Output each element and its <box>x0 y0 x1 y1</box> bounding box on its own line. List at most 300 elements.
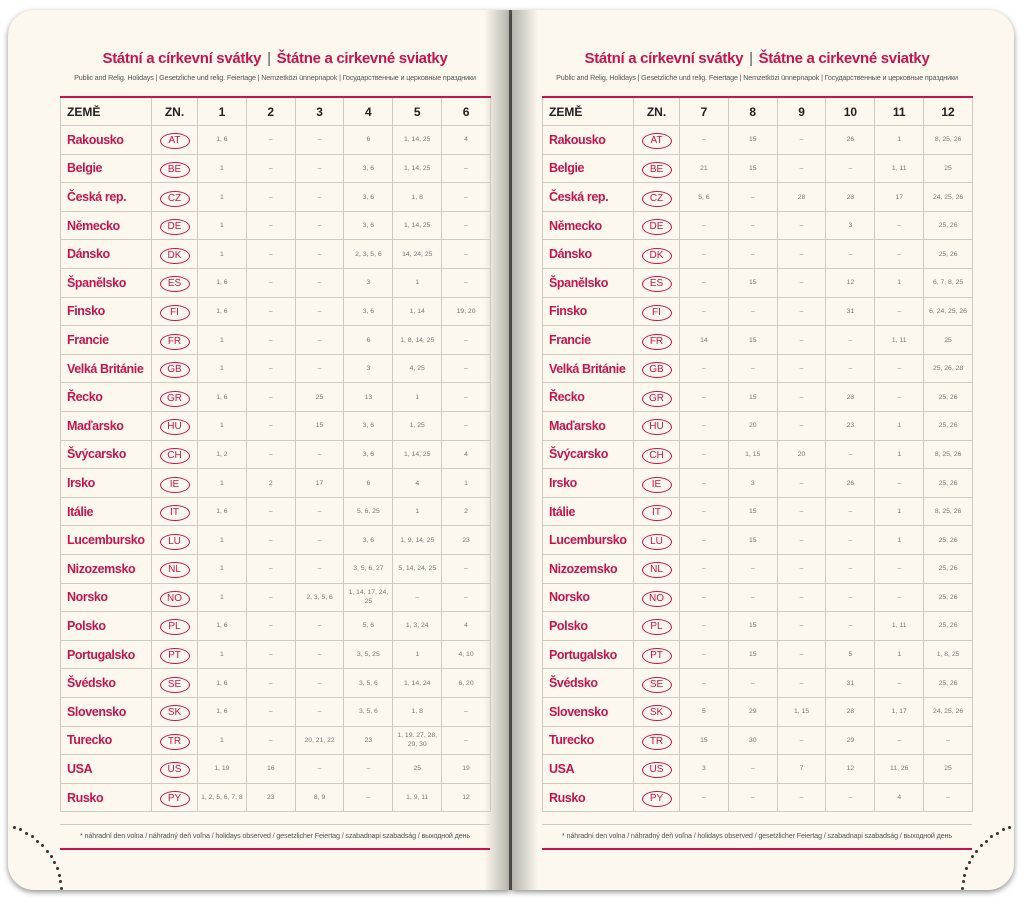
country-name: Španělsko <box>543 269 634 298</box>
holiday-days-cell: 24, 25, 26 <box>924 697 973 726</box>
holiday-days-cell: 1, 3, 24 <box>393 612 442 641</box>
holiday-days-cell: 1 <box>393 497 442 526</box>
holiday-days-cell: – <box>875 669 924 698</box>
holiday-days-cell: 25 <box>924 154 973 183</box>
country-code-badge: FI <box>642 305 672 321</box>
country-name: Polsko <box>543 612 634 641</box>
country-code-badge: BE <box>642 162 672 178</box>
holiday-days-cell: 26 <box>826 469 875 498</box>
holiday-days-cell: 3, 5, 6, 27 <box>344 555 393 584</box>
country-code-badge: SK <box>160 705 190 721</box>
holiday-days-cell: – <box>826 326 875 355</box>
holiday-days-cell: – <box>442 240 491 269</box>
holiday-days-cell: – <box>344 755 393 784</box>
holiday-days-cell: 3 <box>826 211 875 240</box>
country-code-badge: NO <box>642 591 672 607</box>
country-code-cell <box>634 183 680 212</box>
holiday-days-cell: 1 <box>393 269 442 298</box>
country-code-cell <box>152 555 198 584</box>
country-name: Rakousko <box>61 126 152 155</box>
holiday-days-cell: – <box>295 697 344 726</box>
holiday-days-cell: 1 <box>198 183 247 212</box>
holiday-days-cell: 16 <box>246 755 295 784</box>
right-footnote: * náhradní den volna / náhradný deň voľna / holidays observed / gesetzlicher Feiertag / szabadnapi szabadság / выходной день <box>542 824 972 850</box>
country-code-badge: PL <box>642 619 672 635</box>
country-code-badge: IE <box>160 477 190 493</box>
holiday-days-cell: 1 <box>198 726 247 755</box>
holiday-days-cell: 6 <box>344 326 393 355</box>
holiday-days-cell: 11, 26 <box>875 755 924 784</box>
country-code-badge: NL <box>160 562 190 578</box>
holiday-days-cell: – <box>826 612 875 641</box>
country-code-cell <box>634 669 680 698</box>
holiday-days-cell: – <box>246 583 295 612</box>
holiday-days-cell: – <box>728 555 777 584</box>
holiday-days-cell: 2, 3, 5, 6 <box>344 240 393 269</box>
holiday-days-cell: – <box>295 126 344 155</box>
holiday-days-cell: – <box>875 555 924 584</box>
holiday-days-cell: 1, 6 <box>198 383 247 412</box>
country-code-cell <box>634 126 680 155</box>
holiday-days-cell: 3, 6 <box>344 154 393 183</box>
holiday-days-cell: – <box>728 354 777 383</box>
holiday-days-cell: – <box>295 326 344 355</box>
holiday-days-cell: 3, 5, 6 <box>344 669 393 698</box>
country-code-cell <box>152 640 198 669</box>
country-name: Nizozemsko <box>61 555 152 584</box>
country-code-badge: PY <box>160 791 190 807</box>
holiday-days-cell: – <box>680 555 729 584</box>
country-code-badge: NL <box>642 562 672 578</box>
holiday-days-cell: 6, 24, 25, 26 <box>924 297 973 326</box>
table-row <box>543 211 973 240</box>
holiday-days-cell: 25, 26 <box>924 211 973 240</box>
holiday-days-cell: – <box>680 211 729 240</box>
country-code-cell <box>152 211 198 240</box>
holiday-days-cell: 1 <box>875 526 924 555</box>
country-name: Dánsko <box>61 240 152 269</box>
table-row <box>543 154 973 183</box>
table-row <box>61 269 491 298</box>
holiday-days-cell: 1, 25 <box>393 412 442 441</box>
decorative-dot <box>1008 826 1011 829</box>
holiday-days-cell: 1 <box>198 583 247 612</box>
country-code-badge: FR <box>642 334 672 350</box>
table-row <box>543 697 973 726</box>
country-name: Norsko <box>61 583 152 612</box>
holiday-days-cell: 1 <box>198 240 247 269</box>
decorative-dot <box>13 826 16 829</box>
holiday-days-cell: – <box>442 555 491 584</box>
table-row <box>543 755 973 784</box>
holiday-days-cell: 14, 24, 25 <box>393 240 442 269</box>
holiday-days-cell: – <box>442 383 491 412</box>
holiday-days-cell: – <box>680 440 729 469</box>
country-code-cell <box>152 154 198 183</box>
country-code-badge: DE <box>160 219 190 235</box>
country-code-badge: SE <box>642 677 672 693</box>
holiday-days-cell: 1, 6 <box>198 697 247 726</box>
column-header-country: ZEMĚ <box>61 97 152 126</box>
country-code-badge: IT <box>160 505 190 521</box>
country-code-badge: GB <box>160 362 190 378</box>
holiday-days-cell: 8, 9 <box>295 783 344 812</box>
holiday-days-cell: 24, 25, 26 <box>924 183 973 212</box>
country-code-cell <box>634 583 680 612</box>
holiday-days-cell: – <box>777 526 826 555</box>
holiday-days-cell: 25, 26 <box>924 669 973 698</box>
holiday-days-cell: 4 <box>442 126 491 155</box>
holiday-days-cell: 1 <box>875 440 924 469</box>
country-name: Řecko <box>543 383 634 412</box>
country-code-cell <box>152 183 198 212</box>
holiday-days-cell: 19 <box>442 755 491 784</box>
country-name: Velká Británie <box>61 354 152 383</box>
table-row <box>543 383 973 412</box>
right-gutter-shadow <box>512 10 538 890</box>
country-code-badge: IT <box>642 505 672 521</box>
holiday-days-cell: – <box>442 326 491 355</box>
holiday-days-cell: – <box>295 269 344 298</box>
holiday-days-cell: 17 <box>875 183 924 212</box>
country-code-badge: TR <box>642 734 672 750</box>
holiday-days-cell: 1 <box>875 269 924 298</box>
country-name: Lucembursko <box>61 526 152 555</box>
country-name: Belgie <box>61 154 152 183</box>
holiday-days-cell: – <box>826 354 875 383</box>
holiday-days-cell: 3, 6 <box>344 526 393 555</box>
holiday-days-cell: – <box>826 440 875 469</box>
country-code-badge: DE <box>642 219 672 235</box>
left-holiday-table <box>60 96 491 812</box>
holiday-days-cell: 1 <box>198 412 247 441</box>
holiday-days-cell: – <box>777 240 826 269</box>
holiday-days-cell: 25 <box>295 383 344 412</box>
right-title-sk: Štátne a cirkevné sviatky <box>758 50 930 67</box>
holiday-days-cell: – <box>777 669 826 698</box>
country-code-badge: BE <box>160 162 190 178</box>
holiday-days-cell: 3, 5, 6 <box>344 697 393 726</box>
holiday-days-cell: 8, 25, 26 <box>924 497 973 526</box>
decorative-dot <box>50 855 53 858</box>
table-row <box>543 526 973 555</box>
holiday-days-cell: 1, 8 <box>393 183 442 212</box>
holiday-days-cell: 15 <box>728 640 777 669</box>
holiday-days-cell: 6, 7, 8, 25 <box>924 269 973 298</box>
holiday-days-cell: 3 <box>344 269 393 298</box>
country-name: Rusko <box>61 783 152 812</box>
holiday-days-cell: – <box>875 583 924 612</box>
table-row <box>543 669 973 698</box>
holiday-days-cell: 25, 26 <box>924 412 973 441</box>
table-row <box>543 354 973 383</box>
holiday-days-cell: 1 <box>198 526 247 555</box>
holiday-days-cell: 6, 20 <box>442 669 491 698</box>
holiday-days-cell: – <box>295 183 344 212</box>
right-page-subtitle: Public and Relig. Holidays | Gesetzliche und relig. Feiertage | Nemzetközi ünnepnapok | Государственные и церковные праздники <box>556 73 958 82</box>
holiday-days-cell: – <box>826 240 875 269</box>
holiday-days-cell: 1, 2 <box>198 440 247 469</box>
holiday-days-cell: 12 <box>826 755 875 784</box>
holiday-days-cell: 1, 14, 25 <box>393 211 442 240</box>
holiday-days-cell: 1, 6 <box>198 297 247 326</box>
holiday-days-cell: 23 <box>246 783 295 812</box>
table-row <box>61 383 491 412</box>
holiday-days-cell: – <box>728 297 777 326</box>
holiday-days-cell: 1, 6 <box>198 497 247 526</box>
holiday-days-cell: 1, 19, 27, 28, 29, 30 <box>393 726 442 755</box>
holiday-days-cell: – <box>777 269 826 298</box>
holiday-days-cell: 4, 10 <box>442 640 491 669</box>
country-name: Švýcarsko <box>61 440 152 469</box>
country-code-cell <box>634 240 680 269</box>
country-name: Norsko <box>543 583 634 612</box>
country-code-cell <box>634 497 680 526</box>
holiday-days-cell: – <box>728 583 777 612</box>
country-name: Velká Británie <box>543 354 634 383</box>
country-code-cell <box>152 383 198 412</box>
holiday-days-cell: 1, 11 <box>875 154 924 183</box>
holiday-days-cell: 28 <box>826 697 875 726</box>
holiday-days-cell: 3, 6 <box>344 183 393 212</box>
table-row <box>543 469 973 498</box>
country-code-badge: NO <box>160 591 190 607</box>
holiday-days-cell: – <box>246 555 295 584</box>
holiday-days-cell: 3, 6 <box>344 297 393 326</box>
country-code-cell <box>634 697 680 726</box>
holiday-days-cell: – <box>777 497 826 526</box>
holiday-days-cell: – <box>246 240 295 269</box>
holiday-days-cell: 31 <box>826 669 875 698</box>
holiday-days-cell: – <box>295 612 344 641</box>
holiday-days-cell: 2, 3, 5, 6 <box>295 583 344 612</box>
holiday-days-cell: – <box>246 211 295 240</box>
holiday-days-cell: 25, 26 <box>924 383 973 412</box>
holiday-days-cell: – <box>680 297 729 326</box>
country-code-badge: PY <box>642 791 672 807</box>
table-row <box>61 154 491 183</box>
holiday-days-cell: – <box>875 240 924 269</box>
country-code-cell <box>634 783 680 812</box>
holiday-days-cell: 25 <box>924 326 973 355</box>
country-code-badge: US <box>160 762 190 778</box>
country-code-badge: DK <box>160 248 190 264</box>
holiday-days-cell: 20 <box>777 440 826 469</box>
country-code-badge: FI <box>160 305 190 321</box>
holiday-days-cell: 25 <box>393 755 442 784</box>
country-name: Finsko <box>61 297 152 326</box>
country-code-cell <box>152 583 198 612</box>
holiday-days-cell: 4 <box>442 440 491 469</box>
country-name: Slovensko <box>61 697 152 726</box>
country-code-cell <box>634 526 680 555</box>
country-code-cell <box>152 240 198 269</box>
holiday-days-cell: 1, 14, 24 <box>393 669 442 698</box>
holiday-days-cell: – <box>777 583 826 612</box>
holiday-days-cell: – <box>826 497 875 526</box>
holiday-days-cell: 25, 26 <box>924 526 973 555</box>
holiday-days-cell: – <box>826 526 875 555</box>
holiday-days-cell: 1, 11 <box>875 326 924 355</box>
holiday-days-cell: – <box>777 211 826 240</box>
holiday-days-cell: 1, 2, 5, 6, 7, 8 <box>198 783 247 812</box>
table-row <box>61 126 491 155</box>
table-row <box>61 412 491 441</box>
right-page-title <box>542 50 972 67</box>
title-separator: | <box>745 50 757 67</box>
holiday-days-cell: 1, 6 <box>198 612 247 641</box>
holiday-days-cell: – <box>680 412 729 441</box>
holiday-days-cell: 15 <box>295 412 344 441</box>
holiday-days-cell: – <box>246 269 295 298</box>
country-code-cell <box>634 297 680 326</box>
holiday-days-cell: 5, 6, 25 <box>344 497 393 526</box>
table-row <box>543 269 973 298</box>
holiday-days-cell: – <box>875 383 924 412</box>
country-name: Belgie <box>543 154 634 183</box>
column-header-month: 10 <box>826 97 875 126</box>
country-code-badge: AT <box>642 133 672 149</box>
country-name: Česká rep. <box>543 183 634 212</box>
holiday-days-cell: – <box>777 783 826 812</box>
holiday-days-cell: 25 <box>924 755 973 784</box>
table-row <box>61 240 491 269</box>
holiday-days-cell: – <box>295 211 344 240</box>
holiday-days-cell: 1, 15 <box>728 440 777 469</box>
country-code-badge: GB <box>642 362 672 378</box>
country-code-cell <box>634 383 680 412</box>
holiday-days-cell: – <box>777 640 826 669</box>
country-name: Švýcarsko <box>543 440 634 469</box>
holiday-days-cell: 25, 26 <box>924 583 973 612</box>
holiday-days-cell: 28 <box>777 183 826 212</box>
decorative-dot <box>58 874 61 877</box>
table-row <box>543 440 973 469</box>
holiday-days-cell: – <box>246 354 295 383</box>
country-name: Francie <box>61 326 152 355</box>
country-code-badge: TR <box>160 734 190 750</box>
country-name: Itálie <box>61 497 152 526</box>
holiday-days-cell: – <box>442 697 491 726</box>
left-title-cz: Státní a církevní svátky <box>102 50 262 67</box>
holiday-days-cell: – <box>442 412 491 441</box>
country-code-badge: LU <box>160 534 190 550</box>
country-code-badge: CH <box>160 448 190 464</box>
holiday-days-cell: 1, 8 <box>393 697 442 726</box>
column-header-month: 11 <box>875 97 924 126</box>
decorative-dot <box>46 850 49 853</box>
table-row <box>543 555 973 584</box>
holiday-days-cell: – <box>777 326 826 355</box>
holiday-days-cell: – <box>826 555 875 584</box>
holiday-days-cell: 1, 15 <box>777 697 826 726</box>
holiday-days-cell: 6 <box>344 469 393 498</box>
decorative-dot <box>985 840 988 843</box>
table-row <box>543 640 973 669</box>
holiday-days-cell: – <box>680 640 729 669</box>
country-name: USA <box>543 755 634 784</box>
holiday-days-cell: – <box>777 297 826 326</box>
country-code-cell <box>152 269 198 298</box>
holiday-days-cell: – <box>875 297 924 326</box>
holiday-days-cell: – <box>295 555 344 584</box>
holiday-days-cell: 15 <box>728 126 777 155</box>
country-code-badge: AT <box>160 133 190 149</box>
table-header-row <box>543 97 973 126</box>
country-code-badge: ES <box>160 276 190 292</box>
holiday-days-cell: – <box>826 783 875 812</box>
holiday-days-cell: 23 <box>344 726 393 755</box>
holiday-days-cell: – <box>875 469 924 498</box>
holiday-days-cell: – <box>728 669 777 698</box>
country-code-badge: SE <box>160 677 190 693</box>
holiday-days-cell: – <box>728 755 777 784</box>
holiday-days-cell: – <box>246 726 295 755</box>
holiday-days-cell: 1 <box>198 469 247 498</box>
table-row <box>61 497 491 526</box>
holiday-days-cell: 2 <box>246 469 295 498</box>
right-title-cz: Státní a církevní svátky <box>584 50 744 67</box>
holiday-days-cell: 5 <box>680 697 729 726</box>
country-code-badge: US <box>642 762 672 778</box>
holiday-days-cell: 25, 26 <box>924 555 973 584</box>
holiday-days-cell: 20 <box>728 412 777 441</box>
country-code-badge: GR <box>642 391 672 407</box>
country-name: Řecko <box>61 383 152 412</box>
country-name: Maďarsko <box>61 412 152 441</box>
holiday-days-cell: 15 <box>728 612 777 641</box>
holiday-days-cell: 4 <box>393 469 442 498</box>
holiday-days-cell: – <box>777 126 826 155</box>
country-code-badge: CZ <box>642 191 672 207</box>
holiday-days-cell: 1, 19 <box>198 755 247 784</box>
holiday-days-cell: – <box>393 583 442 612</box>
holiday-days-cell: – <box>295 755 344 784</box>
holiday-days-cell: – <box>680 269 729 298</box>
country-name: Dánsko <box>543 240 634 269</box>
holiday-days-cell: – <box>442 211 491 240</box>
table-row <box>543 612 973 641</box>
column-header-month: 4 <box>344 97 393 126</box>
table-row <box>61 583 491 612</box>
country-name: Lucembursko <box>543 526 634 555</box>
holiday-days-cell: 23 <box>442 526 491 555</box>
country-code-cell <box>152 669 198 698</box>
country-code-cell <box>634 440 680 469</box>
holiday-days-cell: 1, 14, 25 <box>393 154 442 183</box>
holiday-days-cell: – <box>295 440 344 469</box>
holiday-days-cell: 29 <box>728 697 777 726</box>
holiday-days-cell: – <box>680 497 729 526</box>
country-name: Portugalsko <box>61 640 152 669</box>
holiday-days-cell: 7 <box>777 755 826 784</box>
holiday-days-cell: 4 <box>875 783 924 812</box>
holiday-days-cell: 1 <box>442 469 491 498</box>
holiday-days-cell: 1 <box>198 326 247 355</box>
country-code-cell <box>152 326 198 355</box>
table-row <box>61 755 491 784</box>
column-header-country: ZEMĚ <box>543 97 634 126</box>
country-name: Portugalsko <box>543 640 634 669</box>
holiday-days-cell: 14 <box>680 326 729 355</box>
holiday-days-cell: 1 <box>875 497 924 526</box>
country-code-cell <box>152 612 198 641</box>
country-code-cell <box>152 497 198 526</box>
holiday-days-cell: 31 <box>826 297 875 326</box>
holiday-days-cell: – <box>295 497 344 526</box>
column-header-code: ZN. <box>152 97 198 126</box>
country-code-badge: PL <box>160 619 190 635</box>
